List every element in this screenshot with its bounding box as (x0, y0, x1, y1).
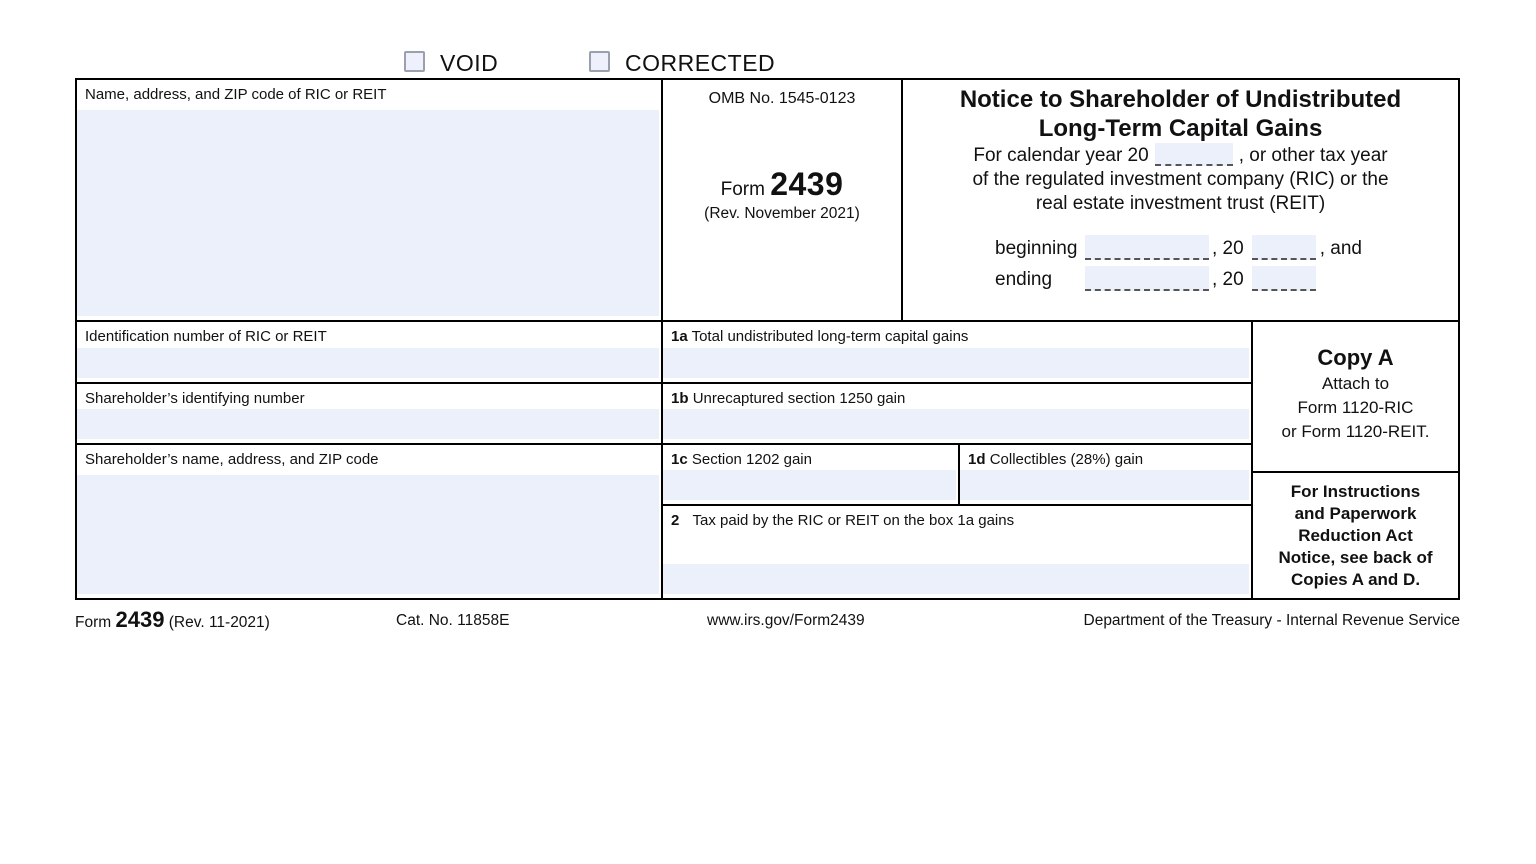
footer-form-number: 2439 (115, 607, 165, 632)
omb-form-cell (663, 80, 903, 322)
beginning-suffix: , and (1319, 238, 1362, 259)
box-1a-text: Total undistributed long-term capital gains (691, 328, 969, 345)
box-1a-input[interactable] (663, 348, 1249, 378)
beginning-year-input[interactable] (1252, 235, 1316, 260)
box-2-number: 2 (671, 512, 680, 529)
ric-name-cell (77, 80, 663, 322)
ric-id-label: Identification number of RIC or REIT (85, 328, 327, 345)
box-1a-number: 1a (671, 328, 688, 345)
ending-row (995, 260, 1458, 291)
shareholder-name-input[interactable] (77, 475, 659, 594)
copy-a-line3: or Form 1120-REIT. (1281, 422, 1430, 441)
box-1d-input[interactable] (960, 470, 1249, 500)
ending-date-input[interactable] (1085, 266, 1209, 291)
form-number-line (663, 166, 901, 203)
instructions-line5: Copies A and D. (1290, 570, 1421, 589)
instructions-line2: and Paperwork (1294, 504, 1417, 523)
box-2-text: Tax paid by the RIC or REIT on the box 1a gains (692, 512, 1015, 529)
copy-a-title: Copy A (1317, 345, 1394, 370)
box-1d-text: Collectibles (28%) gain (989, 451, 1144, 468)
footer-cat-no: Cat. No. 11858E (396, 612, 510, 629)
box-2-cell (663, 506, 1253, 598)
box-1c-number: 1c (671, 451, 688, 468)
calendar-line2: of the regulated investment company (RIC) or the (972, 169, 1389, 190)
corrected-label: CORRECTED (625, 50, 776, 76)
box-1a-cell (663, 322, 1253, 384)
beginning-row (995, 229, 1458, 260)
calendar-line3: real estate investment trust (REIT) (1035, 193, 1326, 214)
box-1c-input[interactable] (663, 470, 956, 500)
ric-name-input[interactable] (77, 110, 659, 316)
box-1d-cell (960, 445, 1253, 506)
box-1c-cell (663, 445, 960, 506)
footer-department: Department of the Treasury - Internal Revenue Service (1083, 612, 1460, 629)
calendar-suffix: , or other tax year (1238, 145, 1388, 166)
footer-form-id (75, 607, 270, 633)
calendar-year-input[interactable] (1155, 143, 1233, 166)
box-1c-text: Section 1202 gain (691, 451, 812, 468)
ending-label: ending (995, 269, 1053, 290)
footer-form-word: Form (75, 614, 112, 631)
corrected-checkbox[interactable] (589, 51, 610, 72)
shareholder-name-cell (77, 445, 663, 598)
instructions-cell (1253, 473, 1458, 598)
shareholder-id-input[interactable] (77, 409, 659, 439)
box-1d-number: 1d (968, 451, 986, 468)
omb-number: OMB No. 1545-0123 (708, 90, 856, 107)
ric-id-cell (77, 322, 663, 384)
calendar-year-line (903, 143, 1458, 168)
copy-a-line2: Form 1120-RIC (1297, 398, 1414, 417)
instructions-line3: Reduction Act (1298, 526, 1413, 545)
shareholder-id-label: Shareholder’s identifying number (85, 390, 305, 407)
form-word: Form (720, 179, 765, 200)
instructions-line1: For Instructions (1290, 482, 1421, 501)
footer-revision: (Rev. 11-2021) (168, 614, 270, 631)
form-title-line2: Long-Term Capital Gains (1038, 115, 1323, 142)
form-number: 2439 (770, 166, 844, 202)
box-2-label (663, 506, 1251, 535)
form-table (75, 78, 1460, 600)
box-1b-text: Unrecaptured section 1250 gain (692, 390, 906, 407)
instructions-line4: Notice, see back of (1278, 548, 1433, 567)
form-revision: (Rev. November 2021) (704, 205, 860, 222)
box-2-input[interactable] (663, 564, 1249, 594)
void-checkbox[interactable] (404, 51, 425, 72)
box-1b-input[interactable] (663, 409, 1249, 439)
footer-url[interactable]: www.irs.gov/Form2439 (707, 612, 865, 629)
shareholder-name-label: Shareholder’s name, address, and ZIP code (85, 451, 379, 468)
form-title-line1: Notice to Shareholder of Undistributed (959, 86, 1402, 113)
calendar-prefix: For calendar year 20 (973, 145, 1149, 166)
copy-a-cell (1253, 322, 1458, 473)
shareholder-id-cell (77, 384, 663, 445)
ric-id-input[interactable] (77, 348, 659, 378)
box-1b-number: 1b (671, 390, 689, 407)
ending-sep: , 20 (1212, 269, 1244, 290)
ric-name-label: Name, address, and ZIP code of RIC or REIT (85, 86, 387, 103)
copy-a-line1: Attach to (1321, 374, 1390, 393)
beginning-label: beginning (995, 238, 1078, 259)
box-1b-cell (663, 384, 1253, 445)
ending-year-input[interactable] (1252, 266, 1316, 291)
beginning-date-input[interactable] (1085, 235, 1209, 260)
beginning-sep: , 20 (1212, 238, 1244, 259)
void-label: VOID (440, 50, 499, 76)
box-1a-label (663, 322, 1251, 351)
title-cell (903, 80, 1458, 322)
